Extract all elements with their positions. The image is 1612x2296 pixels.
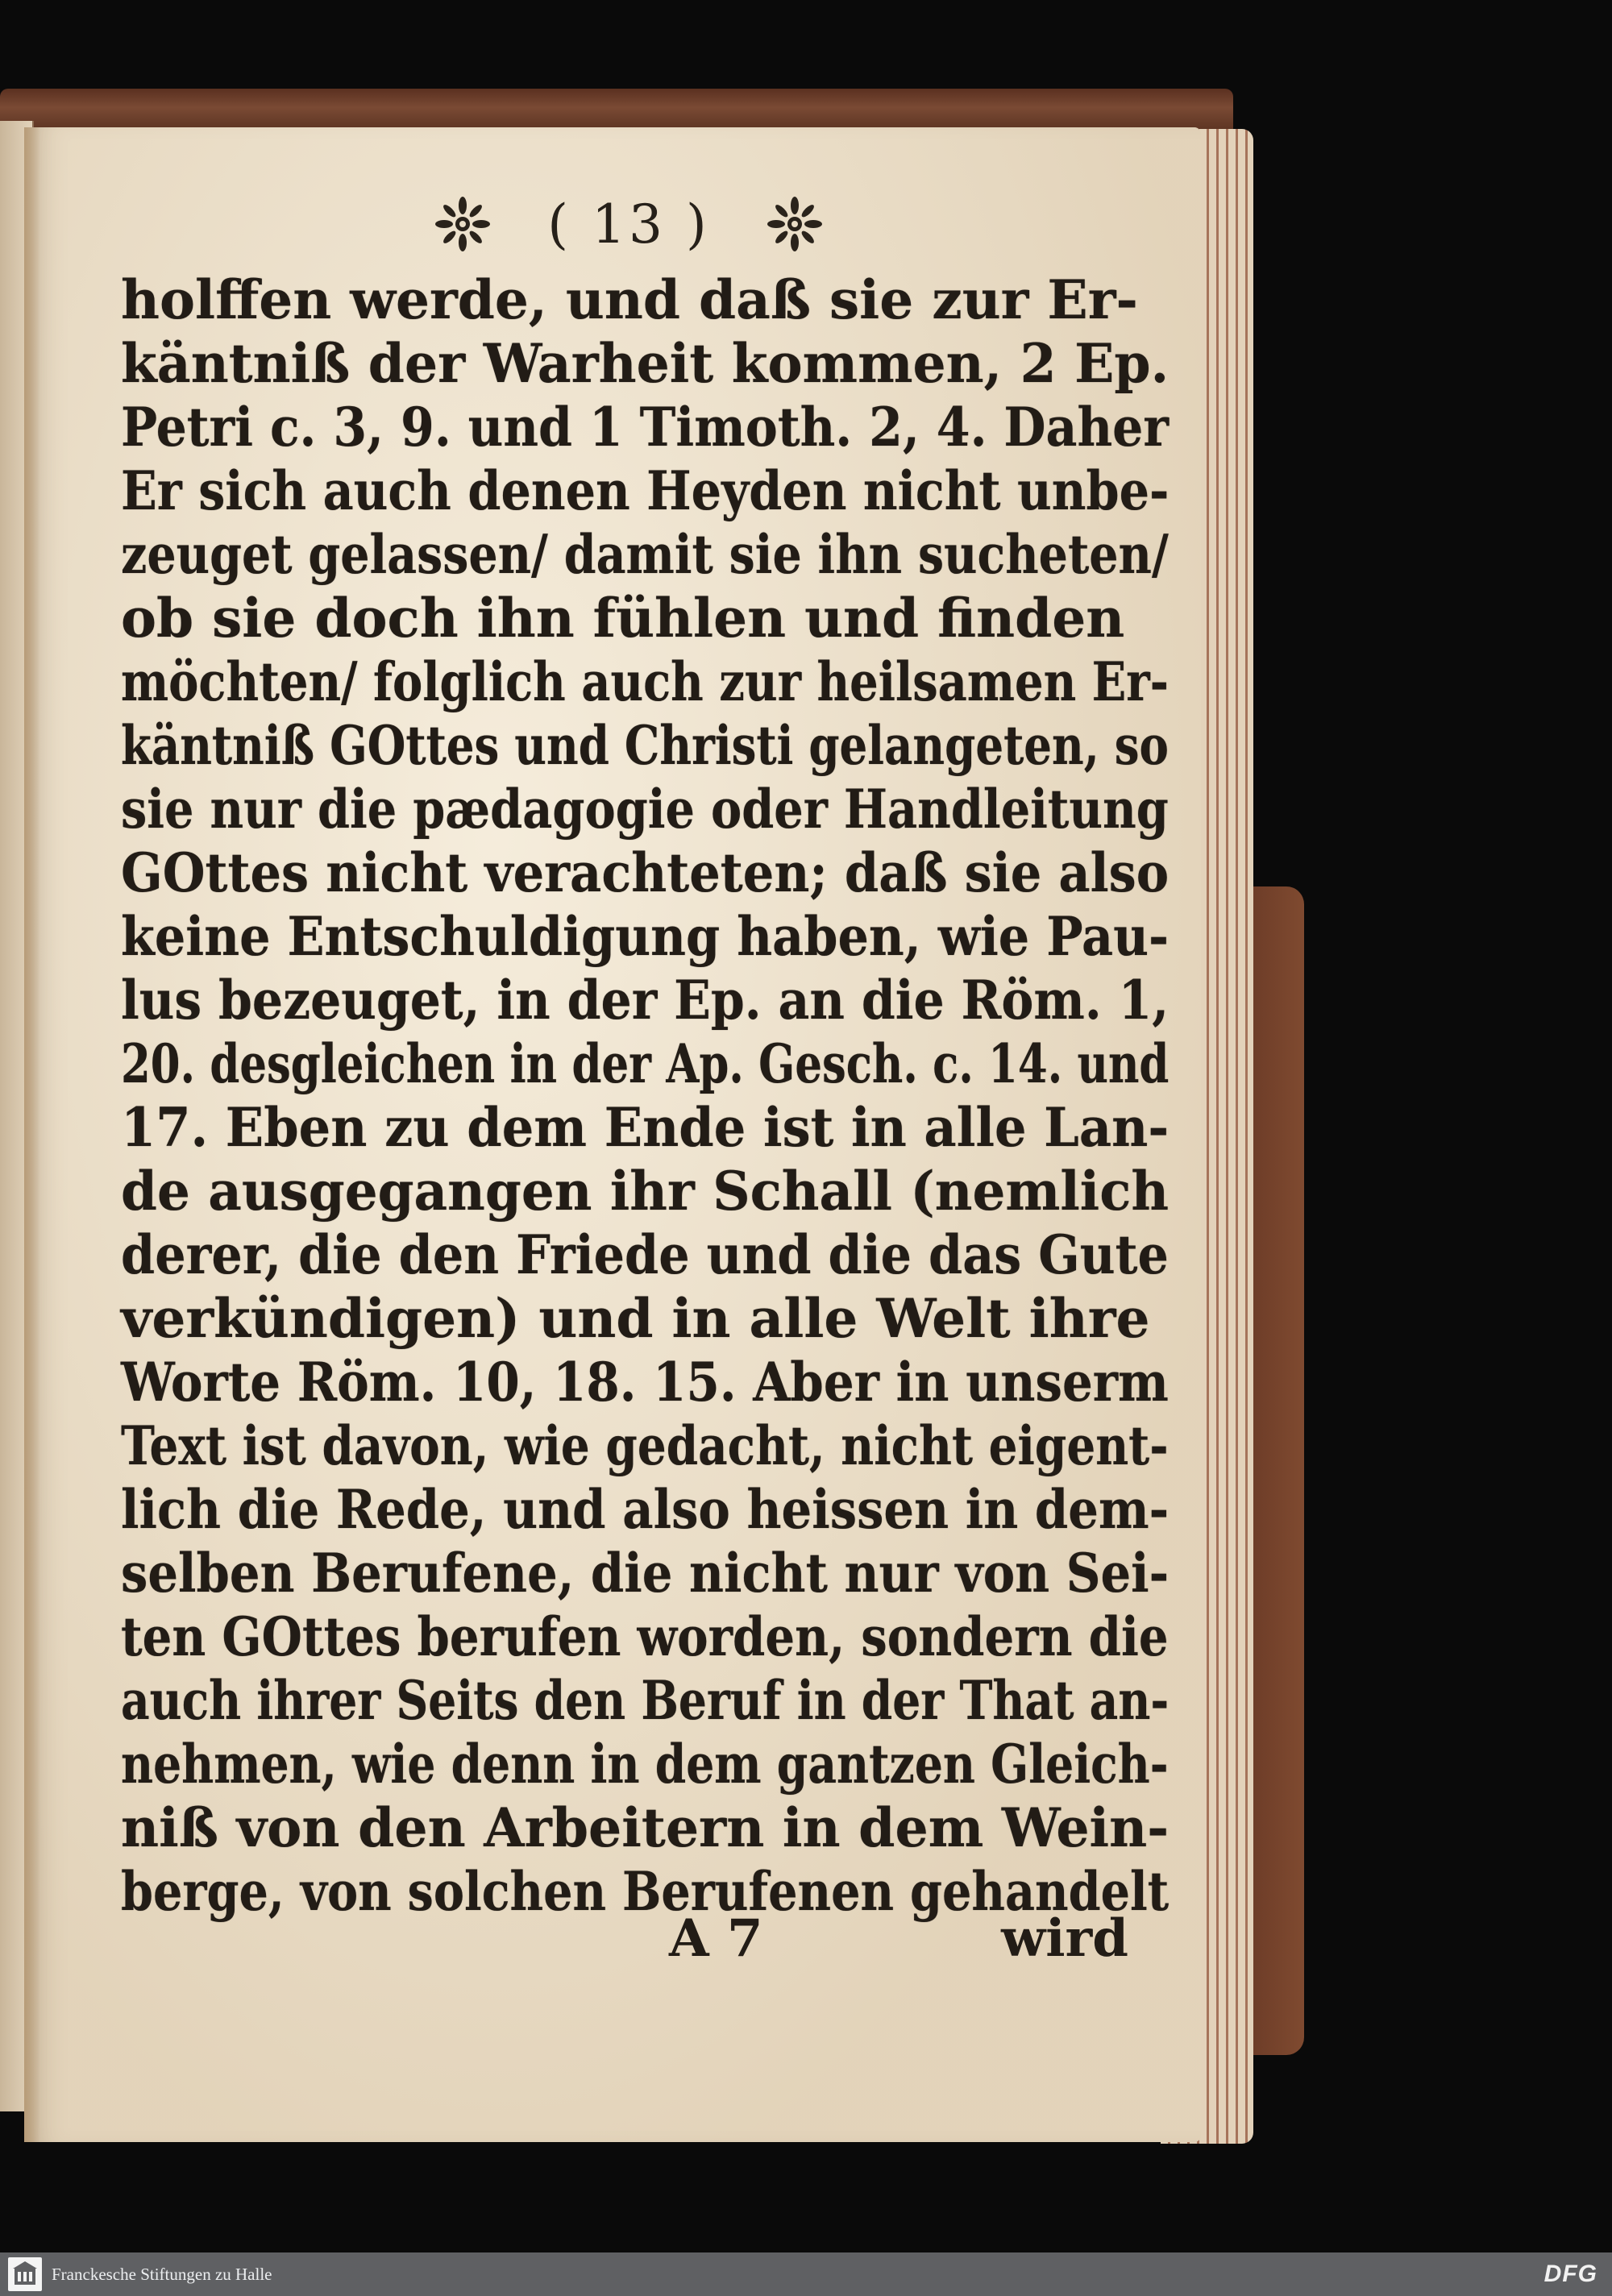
- text-line: ten GOttes berufen worden, sondern die: [121, 1605, 1169, 1668]
- signature-mark: A 7: [669, 1908, 763, 1969]
- text-line: lich die Rede, und also heissen in dem-: [121, 1478, 1170, 1541]
- text-line: sie nur die pædagogie oder Handleitung: [121, 778, 1169, 841]
- text-line: lus bezeuget, in der Ep. an die Röm. 1,: [121, 969, 1170, 1032]
- text-line: 17. Eben zu dem Ende ist in alle Lan-: [121, 1096, 1170, 1159]
- viewer-footer: [0, 2252, 1612, 2296]
- text-line: GOttes nicht verachteten; daß sie also: [121, 841, 1170, 904]
- text-line: nehmen, wie denn in dem gantzen Gleich-: [121, 1733, 1169, 1796]
- text-line: 20. desgleichen in der Ap. Gesch. c. 14. und: [121, 1032, 1170, 1095]
- book-top-edge: [0, 89, 1233, 131]
- floral-ornament-icon: [434, 196, 491, 252]
- text-line: niß von den Arbeitern in dem Wein-: [121, 1796, 1170, 1859]
- text-line: derer, die den Friede und die das Gute: [121, 1223, 1169, 1286]
- body-text: [121, 268, 1169, 1924]
- building-icon: [8, 2257, 42, 2291]
- dfg-logo: DFG: [1543, 2261, 1597, 2287]
- text-line: Text ist davon, wie gedacht, nicht eigent-: [121, 1414, 1169, 1477]
- text-line: möchten/ folglich auch zur heilsamen Er-: [121, 650, 1169, 713]
- floral-ornament-icon: [767, 196, 823, 252]
- institution-name: Franckesche Stiftungen zu Halle: [52, 2265, 272, 2284]
- page-gutter: [24, 127, 40, 2142]
- page-number: ( 13 ): [547, 193, 710, 255]
- catchword: wird: [1001, 1908, 1128, 1969]
- text-line: käntniß der Warheit kommen, 2 Ep.: [121, 332, 1170, 395]
- text-line: holffen werde, und daß sie zur Er-: [121, 268, 1138, 331]
- page-header: [403, 184, 854, 264]
- book-page: [24, 127, 1201, 2142]
- text-line: keine Entschuldigung haben, wie Pau-: [121, 905, 1170, 968]
- institution-logo-icon: [8, 2257, 42, 2291]
- page-footer: [121, 1908, 1128, 1973]
- text-line: käntniß GOttes und Christi gelangeten, so: [121, 714, 1169, 777]
- text-line: Er sich auch denen Heyden nicht unbe-: [121, 459, 1170, 522]
- text-line: Worte Röm. 10, 18. 15. Aber in unserm: [121, 1351, 1169, 1414]
- text-line: de ausgegangen ihr Schall (nemlich: [121, 1160, 1170, 1223]
- text-line: verkündigen) und in alle Welt ihre: [121, 1287, 1150, 1350]
- text-line: ob sie doch ihn fühlen und finden: [121, 587, 1125, 650]
- text-line: zeuget gelassen/ damit sie ihn sucheten/: [121, 523, 1169, 586]
- text-line: Petri c. 3, 9. und 1 Timoth. 2, 4. Daher: [121, 396, 1170, 459]
- text-line: auch ihrer Seits den Beruf in der That an-: [121, 1669, 1170, 1732]
- text-line: berge, von solchen Berufenen gehandelt: [121, 1860, 1170, 1923]
- text-line: selben Berufene, die nicht nur von Sei-: [121, 1542, 1170, 1605]
